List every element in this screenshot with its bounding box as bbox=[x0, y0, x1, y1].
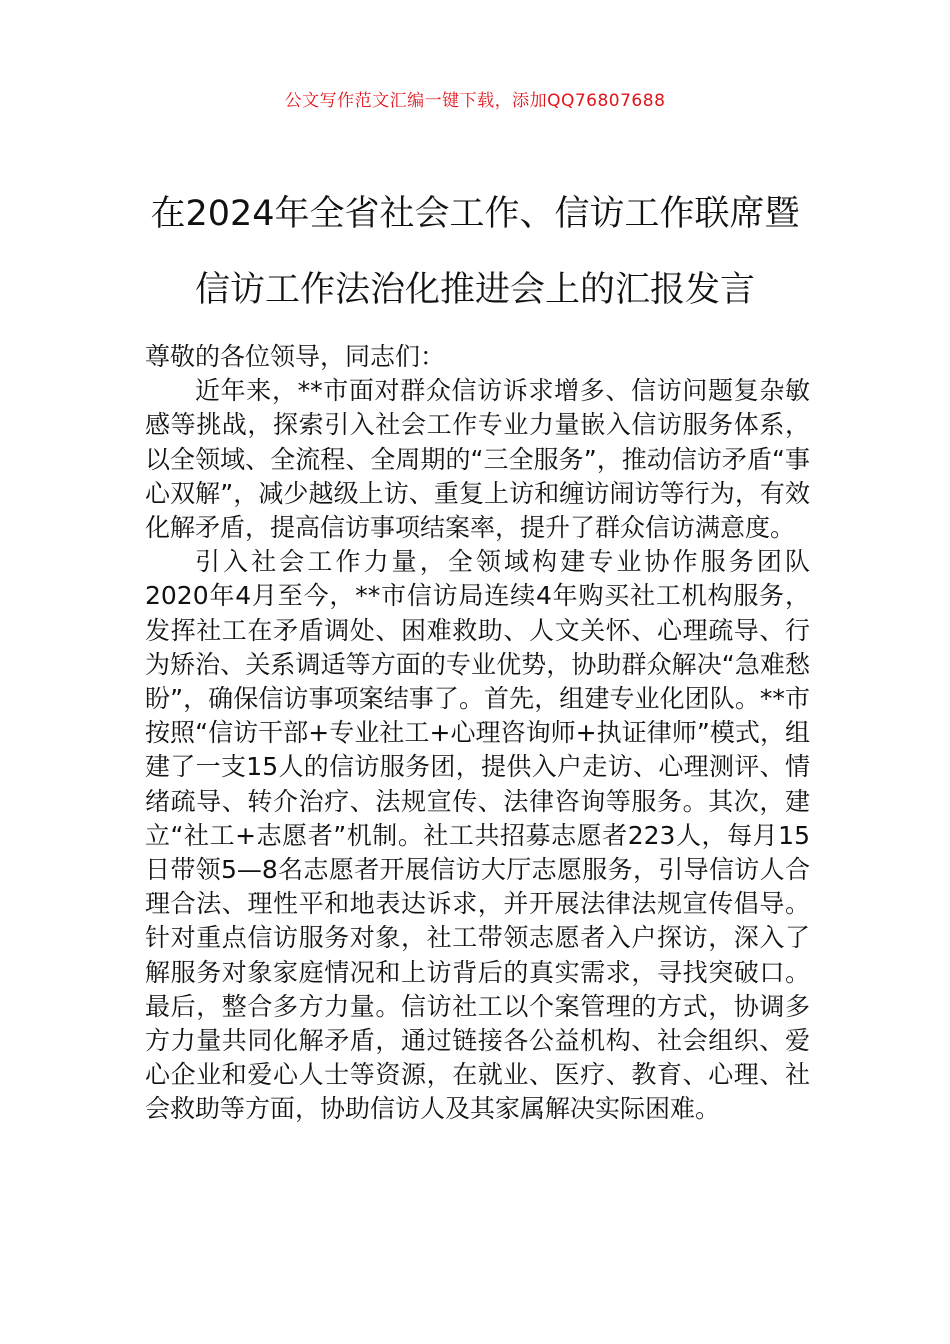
document-body bbox=[145, 340, 810, 1127]
download-notice: 公文写作范文汇编一键下载，添加QQ76807688 bbox=[284, 91, 666, 111]
title-line-2: 信访工作法治化推进会上的汇报发言 bbox=[194, 270, 755, 310]
paragraph-intro: 近年来，**市面对群众信访诉求增多、信访问题复杂敏感等挑战，探索引入社会工作专业力量嵌入信访服务体系，以全领域、全流程、全周期的“三全服务”，推动信访矛盾“事心双解”，减少越级上访、重复上访和缠访闹访等行为，有效化解矛盾，提高信访事项结案率，提升了群众信访满意度。 bbox=[145, 376, 810, 543]
title-line-1: 在2024年全省社会工作、信访工作联席暨 bbox=[150, 194, 800, 234]
paragraph-social-work: 引入社会工作力量，全领域构建专业协作服务团队 2020年4月至今，**市信访局连续4年购买社工机构服务，发挥社工在矛盾调处、困难救助、人文关怀、心理疏导、行为矫治、关系调适等方面的专业优势，协助群众解决“急难愁盼”，确保信访事项案结事了。首先，组建专业化团队。**市按照“信访干部+专业社工+心理咨询师+执证律师”模式，组建了一支15人的信访服务团，提供入户走访、心理测评、情绪疏导、转介治疗、法规宣传、法律咨询等服务。其次，建立“社工+志愿者”机制。社工共招募志愿者223人，每月15日带领5—8名志愿者开展信访大厅志愿服务，引导信访人合理合法、理性平和地表达诉求，并开展法律法规宣传倡导。针对重点信访服务对象，社工带领志愿者入户探访，深入了解服务对象家庭情况和上访背后的真实需求，寻找突破口。最后，整合多方力量。信访社工以个案管理的方式，协调多方力量共同化解矛盾，通过链接各公益机构、社会组织、爱心企业和爱心人士等资源，在就业、医疗、教育、心理、社会救助等方面，协助信访人及其家属解决实际困难。 bbox=[145, 547, 810, 1124]
salutation: 尊敬的各位领导，同志们： bbox=[145, 342, 446, 371]
document-title bbox=[60, 176, 890, 328]
